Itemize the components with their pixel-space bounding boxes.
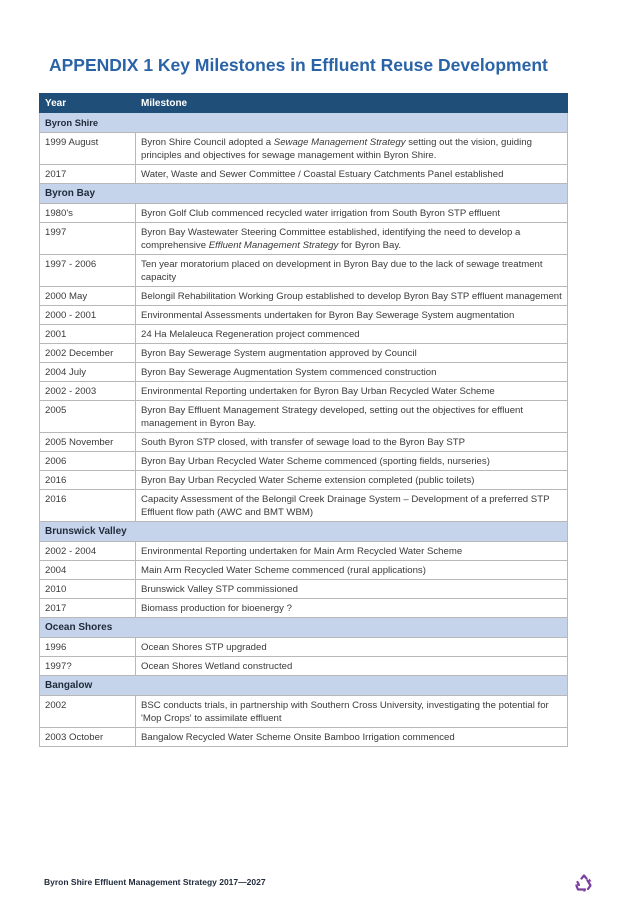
year-cell: 1980's [40, 204, 136, 223]
year-cell: 2016 [40, 490, 136, 522]
milestone-cell [136, 133, 568, 165]
table-row [40, 223, 568, 255]
milestone-cell [136, 287, 568, 306]
milestone-text: BSC conducts trials, in partnership with Southern Cross University, investigating the potential for 'Mop Crops' to assimilate effluent [141, 700, 549, 724]
table-row [40, 728, 568, 747]
milestone-cell [136, 728, 568, 747]
milestone-emphasis: Effluent Management Strategy [208, 240, 339, 251]
year-cell: 1997 [40, 223, 136, 255]
milestone-cell [136, 363, 568, 382]
milestone-text: for Byron Bay. [338, 240, 402, 251]
milestone-column-header: Milestone [136, 94, 568, 113]
milestone-text: setting out the vision, guiding principles and objectives for sewage management within Byron Shire. [141, 137, 532, 161]
year-cell: 2000 May [40, 287, 136, 306]
table-row [40, 542, 568, 561]
milestone-text: Bangalow Recycled Water Scheme Onsite Bamboo Irrigation commenced [141, 732, 455, 743]
table-row [40, 306, 568, 325]
year-cell: 2016 [40, 471, 136, 490]
section-row [40, 676, 568, 696]
year-cell: 1999 August [40, 133, 136, 165]
milestone-text: Environmental Reporting undertaken for Byron Bay Urban Recycled Water Scheme [141, 386, 495, 397]
table-row [40, 344, 568, 363]
milestone-cell [136, 204, 568, 223]
section-title: Byron Bay [40, 184, 568, 204]
table-row [40, 471, 568, 490]
year-cell: 1996 [40, 638, 136, 657]
milestone-cell [136, 255, 568, 287]
year-cell: 2002 - 2004 [40, 542, 136, 561]
section-row [40, 113, 568, 133]
year-cell: 2004 July [40, 363, 136, 382]
milestone-text: Byron Bay Urban Recycled Water Scheme extension completed (public toilets) [141, 475, 475, 486]
year-cell: 2002 December [40, 344, 136, 363]
milestone-cell [136, 344, 568, 363]
table-row [40, 204, 568, 223]
milestone-cell [136, 580, 568, 599]
milestone-cell [136, 401, 568, 433]
milestone-cell [136, 599, 568, 618]
section-row [40, 184, 568, 204]
milestone-text: Brunswick Valley STP commissioned [141, 584, 298, 595]
milestones-table [39, 93, 568, 747]
page-title: APPENDIX 1 Key Milestones in Effluent Reuse Development [49, 55, 548, 75]
milestone-cell [136, 165, 568, 184]
milestones-table-body [40, 113, 568, 747]
milestone-emphasis: Sewage Management Strategy [273, 137, 406, 148]
section-title: Ocean Shores [40, 618, 568, 638]
table-row [40, 133, 568, 165]
year-cell: 1997? [40, 657, 136, 676]
table-row [40, 165, 568, 184]
section-title: Byron Shire [40, 113, 568, 133]
milestone-text: Biomass production for bioenergy ? [141, 603, 292, 614]
table-row [40, 382, 568, 401]
table-row [40, 696, 568, 728]
year-cell: 2004 [40, 561, 136, 580]
year-cell: 2017 [40, 165, 136, 184]
year-cell: 2006 [40, 452, 136, 471]
milestone-text: Byron Golf Club commenced recycled water irrigation from South Byron STP effluent [141, 208, 501, 219]
milestone-text: Belongil Rehabilitation Working Group established to develop Byron Bay STP effluent management [141, 291, 562, 302]
table-header-row [40, 94, 568, 113]
year-cell: 2002 - 2003 [40, 382, 136, 401]
milestone-text: Environmental Reporting undertaken for Main Arm Recycled Water Scheme [141, 546, 463, 557]
milestone-text: Byron Shire Council adopted a [141, 137, 274, 148]
milestone-text: Byron Bay Urban Recycled Water Scheme commenced (sporting fields, nurseries) [141, 456, 490, 467]
table-row [40, 452, 568, 471]
milestone-cell [136, 542, 568, 561]
milestone-cell [136, 696, 568, 728]
table-row [40, 401, 568, 433]
milestone-cell [136, 471, 568, 490]
section-row [40, 618, 568, 638]
year-cell: 2000 - 2001 [40, 306, 136, 325]
milestone-text: Capacity Assessment of the Belongil Creek Drainage System – Development of a preferred STP Effluent flow path (AWC and BMT WBM) [141, 494, 550, 518]
recycle-icon [574, 874, 594, 892]
milestone-text: Main Arm Recycled Water Scheme commenced (rural applications) [141, 565, 426, 576]
table-row [40, 561, 568, 580]
milestone-text: 24 Ha Melaleuca Regeneration project commenced [141, 329, 360, 340]
table-row [40, 433, 568, 452]
table-row [40, 580, 568, 599]
footer-text: Byron Shire Effluent Management Strategy 2017—2027 [44, 877, 266, 887]
table-row [40, 490, 568, 522]
milestone-text: Byron Bay Sewerage Augmentation System commenced construction [141, 367, 437, 378]
table-row [40, 325, 568, 344]
milestone-text: Byron Bay Sewerage System augmentation approved by Council [141, 348, 417, 359]
milestone-cell [136, 223, 568, 255]
table-row [40, 599, 568, 618]
year-cell: 2005 November [40, 433, 136, 452]
milestone-text: Water, Waste and Sewer Committee / Coastal Estuary Catchments Panel established [141, 169, 504, 180]
year-cell: 2017 [40, 599, 136, 618]
milestone-cell [136, 325, 568, 344]
milestone-text: Byron Bay Effluent Management Strategy developed, setting out the objectives for effluent management in Byron Bay. [141, 405, 524, 429]
table-row [40, 657, 568, 676]
milestone-text: South Byron STP closed, with transfer of sewage load to the Byron Bay STP [141, 437, 466, 448]
milestone-cell [136, 490, 568, 522]
milestone-text: Ocean Shores STP upgraded [141, 642, 267, 653]
milestone-text: Ten year moratorium placed on development in Byron Bay due to the lack of sewage treatment capacity [141, 259, 543, 283]
milestone-cell [136, 561, 568, 580]
table-row [40, 363, 568, 382]
table-row [40, 638, 568, 657]
milestone-text: Ocean Shores Wetland constructed [141, 661, 293, 672]
section-title: Bangalow [40, 676, 568, 696]
milestone-cell [136, 638, 568, 657]
table-row [40, 287, 568, 306]
year-cell: 2003 October [40, 728, 136, 747]
milestone-cell [136, 657, 568, 676]
section-title: Brunswick Valley [40, 522, 568, 542]
year-cell: 2002 [40, 696, 136, 728]
year-cell: 2010 [40, 580, 136, 599]
milestone-cell [136, 452, 568, 471]
section-row [40, 522, 568, 542]
year-column-header: Year [40, 94, 136, 113]
milestone-cell [136, 433, 568, 452]
milestone-cell [136, 382, 568, 401]
year-cell: 2005 [40, 401, 136, 433]
year-cell: 2001 [40, 325, 136, 344]
year-cell: 1997 - 2006 [40, 255, 136, 287]
milestone-cell [136, 306, 568, 325]
table-row [40, 255, 568, 287]
milestone-text: Byron Bay Wastewater Steering Committee established, identifying the need to develop a comprehensive [141, 227, 521, 251]
milestone-text: Environmental Assessments undertaken for Byron Bay Sewerage System augmentation [141, 310, 515, 321]
